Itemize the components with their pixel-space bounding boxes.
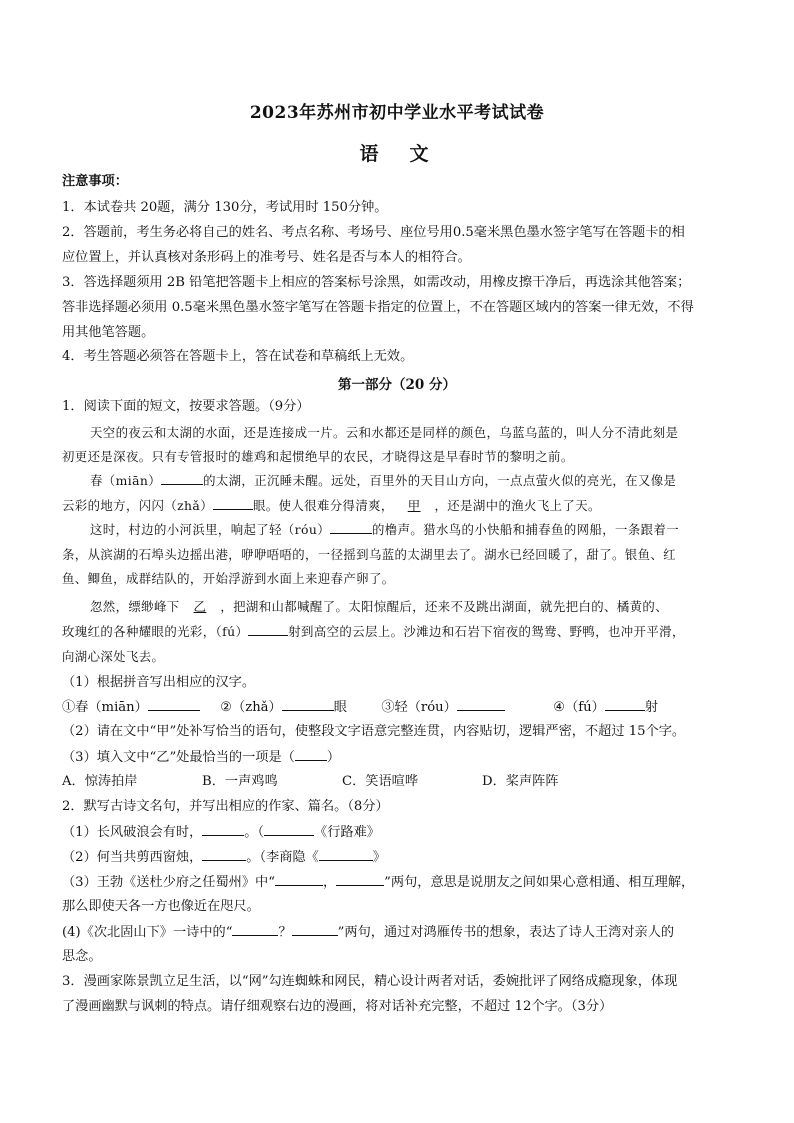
passage-text: 射到高空的云层上。沙滩边和石岩下宿夜的鸳鸯、野鸭，也冲开平滑， [288, 624, 685, 639]
answer-blank[interactable] [282, 698, 334, 711]
notice-line: 用其他笔答题。 [62, 325, 155, 340]
pinyin-item: ③轻（róu） [381, 700, 457, 715]
answer-blank[interactable] [248, 623, 288, 636]
subquestion-2: （2）请在文中“甲”处补写恰当的语句，使整段文字语意完整连贯，内容贴切，逻辑严密，不超过 15个字。 [62, 724, 686, 739]
notice-line: 4．考生答题必须答在答题卡上，答在试卷和草稿纸上无效。 [62, 349, 414, 364]
recite-item-3 [62, 873, 694, 892]
recite-item-4 [62, 923, 674, 942]
question-1-stem: 1．阅读下面的短文，按要求答题。（9分） [62, 399, 310, 414]
recite-item-1 [62, 823, 380, 842]
passage-line [90, 472, 676, 490]
answer-blank[interactable] [148, 698, 200, 711]
recite-item-4-cont: 思念。 [62, 949, 102, 964]
passage-line [90, 598, 668, 616]
answer-blank[interactable] [295, 748, 327, 761]
passage-line: 鱼、鲫鱼，成群结队的，开始浮游到水面上来迎春产卵了。 [62, 571, 395, 586]
passage-text: 的橹声。猎水鸟的小快船和捕春鱼的网船，一条跟着一 [372, 522, 679, 537]
answer-blank[interactable] [202, 823, 244, 836]
recite-text: ”两句，通过对鸿雁传书的想象，表达了诗人王湾对亲人的 [337, 925, 675, 940]
recite-text: ”两句，意思是说朋友之间如果心意相通、相互理解， [384, 875, 695, 890]
recite-item-2 [62, 848, 386, 867]
answer-blank[interactable] [319, 848, 373, 861]
part-heading: 第一部分（20 分） [338, 377, 456, 393]
answer-blank[interactable] [457, 698, 505, 711]
subquestion-3 [62, 748, 340, 767]
answer-blank[interactable] [605, 698, 645, 711]
passage-line: 向湖心深处飞去。 [62, 649, 165, 664]
passage-line: 初更还是深夜。只有专管报时的雄鸡和起惯绝早的农民，才晓得这是早春时节的黎明之前。 [62, 449, 574, 464]
recite-text: 。（ [244, 825, 265, 840]
answer-blank[interactable] [202, 848, 246, 861]
passage-line [62, 497, 601, 515]
passage-text: 忽然，缥缈峰下 [90, 599, 180, 614]
passage-line [62, 623, 685, 641]
choice-c[interactable]: C．笑语喧哗 [342, 774, 419, 789]
pinyin-text: 这时，村边的小河浜里，响起了轻（róu） [90, 522, 331, 537]
pinyin-text: 玫瑰红的各种耀眼的光彩，（fú） [62, 624, 249, 639]
notice-line: 答非选择题必须用 0.5毫米黑色墨水签字笔写在答题卡指定的位置上，不在答题区域内的答案一律无效，不得 [62, 300, 694, 315]
pinyin-text: 云彩的地方，闪闪（zhǎ） [62, 498, 214, 513]
blank-jia[interactable]: 甲 [407, 498, 421, 513]
notice-heading: 注意事项： [62, 174, 128, 189]
recite-text: （2）何当共剪西窗烛， [62, 850, 203, 865]
recite-text: （3）王勃《送杜少府之任蜀州》中“ [62, 875, 275, 890]
choice-a[interactable]: A．惊涛拍岸 [62, 774, 138, 789]
passage-text: ，还是湖中的渔火飞上了天。 [434, 498, 601, 513]
choice-row [62, 773, 559, 791]
notice-line: 3．答选择题须用 2B 铅笔把答题卡上相应的答案标号涂黑，如需改动，用橡皮擦干净后，再选涂其他答案； [62, 275, 691, 290]
answer-blank[interactable] [292, 923, 338, 936]
question-3-line: 了漫画幽默与讽刺的特点。请仔细观察右边的漫画，将对话补充完整，不超过 12个字。（3分） [62, 999, 613, 1014]
question-2-stem: 2．默写古诗文名句，并写出相应的作家、篇名。（8分） [62, 799, 389, 814]
answer-blank[interactable] [232, 923, 278, 936]
pinyin-item: 眼 [333, 700, 347, 715]
recite-text: 《行路难》 [314, 825, 380, 840]
subquestion-text: （3）填入文中“乙”处最恰当的一项是（ [62, 750, 295, 765]
choice-d[interactable]: D．桨声阵阵 [482, 774, 559, 789]
passage-line: 条，从滨湖的石埠头边摇出港，咿咿唔唔的，一径摇到乌蓝的太湖里去了。湖水已经回暖了，甜了。银鱼、红 [62, 547, 676, 562]
pinyin-answer-row [62, 698, 658, 717]
question-3-line: 3．漫画家陈景凯立足生活，以“网”勾连蜘蛛和网民，精心设计两者对话，委婉批评了网络成瘾现象，体现 [62, 974, 678, 989]
pinyin-item: ①春（miān） [62, 700, 148, 715]
passage-text: ，把湖和山都喊醒了。太阳惊醒后，还来不及跳出湖面，就先把白的、橘黄的、 [220, 599, 669, 614]
passage-text: 的太湖，正沉睡未醒。远处，百里外的天目山方向，一点点萤火似的亮光，在又像是 [203, 473, 677, 488]
recite-text: (4)《次北固山下》一诗中的“ [62, 925, 233, 940]
choice-b[interactable]: B．一声鸡鸣 [202, 774, 278, 789]
recite-text: （1）长风破浪会有时， [62, 825, 203, 840]
passage-line: 天空的夜云和太湖的水面，还是连接成一片。云和水都还是同样的颜色，乌蓝乌蓝的，叫人分不清此刻是 [90, 425, 679, 440]
recite-item-3-cont: 那么即使天各一方也像近在咫尺。 [62, 899, 260, 914]
blank-yi[interactable]: 乙 [193, 599, 207, 614]
pinyin-text: 春（miān） [90, 473, 162, 488]
notice-line: 1．本试卷共 20题，满分 130分，考试用时 150分钟。 [62, 200, 388, 215]
answer-blank[interactable] [336, 873, 384, 886]
exam-title: 2023年苏州市初中学业水平考试试卷 [249, 103, 545, 123]
notice-line: 应位置上，并认真核对条形码上的准考号、姓名是否与本人的相符合。 [62, 250, 471, 265]
answer-blank[interactable] [213, 497, 253, 510]
answer-blank[interactable] [161, 472, 203, 485]
recite-text: 。（李商隐《 [246, 850, 319, 865]
passage-line [90, 521, 679, 539]
recite-text: ， [322, 875, 337, 890]
subquestion-1: （1）根据拼音写出相应的汉字。 [62, 675, 256, 690]
pinyin-item: ②（zhǎ） [220, 700, 282, 715]
pinyin-item: ④（fú） [553, 700, 605, 715]
recite-text: 》 [372, 850, 386, 865]
answer-blank[interactable] [275, 873, 323, 886]
notice-line: 2．答题前，考生务必将自己的姓名、考点名称、考场号、座位号用0.5毫米黑色墨水签字笔写在答题卡的相 [62, 225, 685, 240]
passage-text: 眼。使人很难分得清爽， [253, 498, 394, 513]
answer-blank[interactable] [264, 823, 314, 836]
pinyin-item: 射 [644, 700, 659, 715]
answer-blank[interactable] [330, 521, 372, 534]
recite-text: ？ [278, 925, 292, 940]
subject-title: 语 文 [359, 143, 435, 165]
subquestion-text: ） [326, 750, 341, 765]
